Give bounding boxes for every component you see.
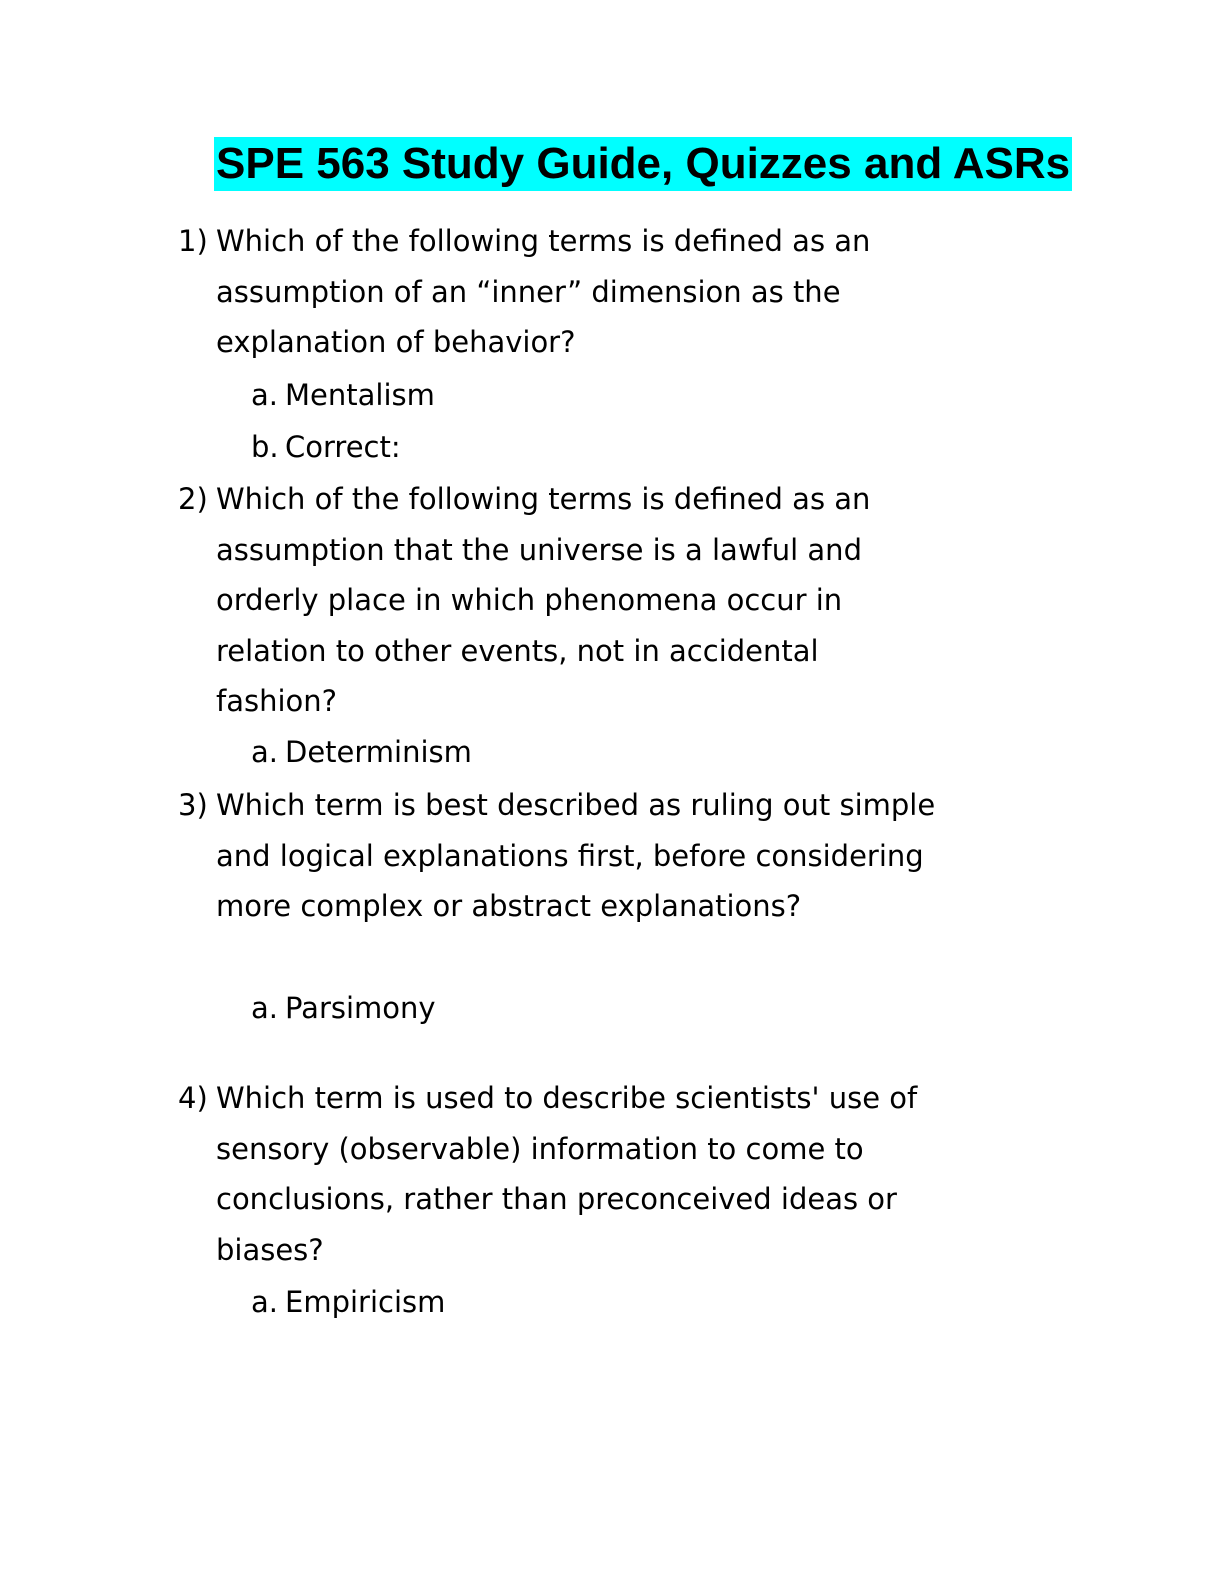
question-number: 2) [178, 482, 208, 516]
answer-text: Correct: [285, 430, 401, 464]
answer-1a [251, 370, 435, 420]
document-title: SPE 563 Study Guide, Quizzes and ASRs [214, 137, 1072, 191]
answer-text: Mentalism [285, 378, 435, 412]
question-3 [178, 780, 938, 932]
question-text: Which of the following terms is defined as an assumption that the universe is a lawful and orderly place in which phenomena occur in relation to other events, not in accidental fashion? [216, 482, 871, 718]
answer-1b [251, 422, 401, 472]
answer-text: Empiricism [285, 1285, 446, 1319]
answer-2a [251, 727, 472, 777]
answer-text: Parsimony [285, 991, 436, 1025]
answer-letter: a. [251, 1285, 278, 1319]
answer-letter: a. [251, 378, 278, 412]
question-text: Which of the following terms is defined as an assumption of an “inner” dimension as the explanation of behavior? [216, 224, 871, 359]
answer-letter: a. [251, 735, 278, 769]
question-number: 4) [178, 1081, 208, 1115]
answer-4a [251, 1277, 445, 1327]
answer-letter: a. [251, 991, 278, 1025]
question-4 [178, 1073, 938, 1275]
question-text: Which term is used to describe scientists' use of sensory (observable) information to come to conclusions, rather than preconceived ideas or biases? [216, 1081, 918, 1267]
question-number: 3) [178, 788, 208, 822]
question-number: 1) [178, 224, 208, 258]
question-1 [178, 216, 938, 368]
answer-text: Determinism [285, 735, 472, 769]
answer-3a [251, 983, 436, 1033]
answer-letter: b. [251, 430, 279, 464]
question-text: Which term is best described as ruling out simple and logical explanations first, before considering more complex or abstract explanations? [216, 788, 936, 923]
question-2 [178, 474, 938, 727]
